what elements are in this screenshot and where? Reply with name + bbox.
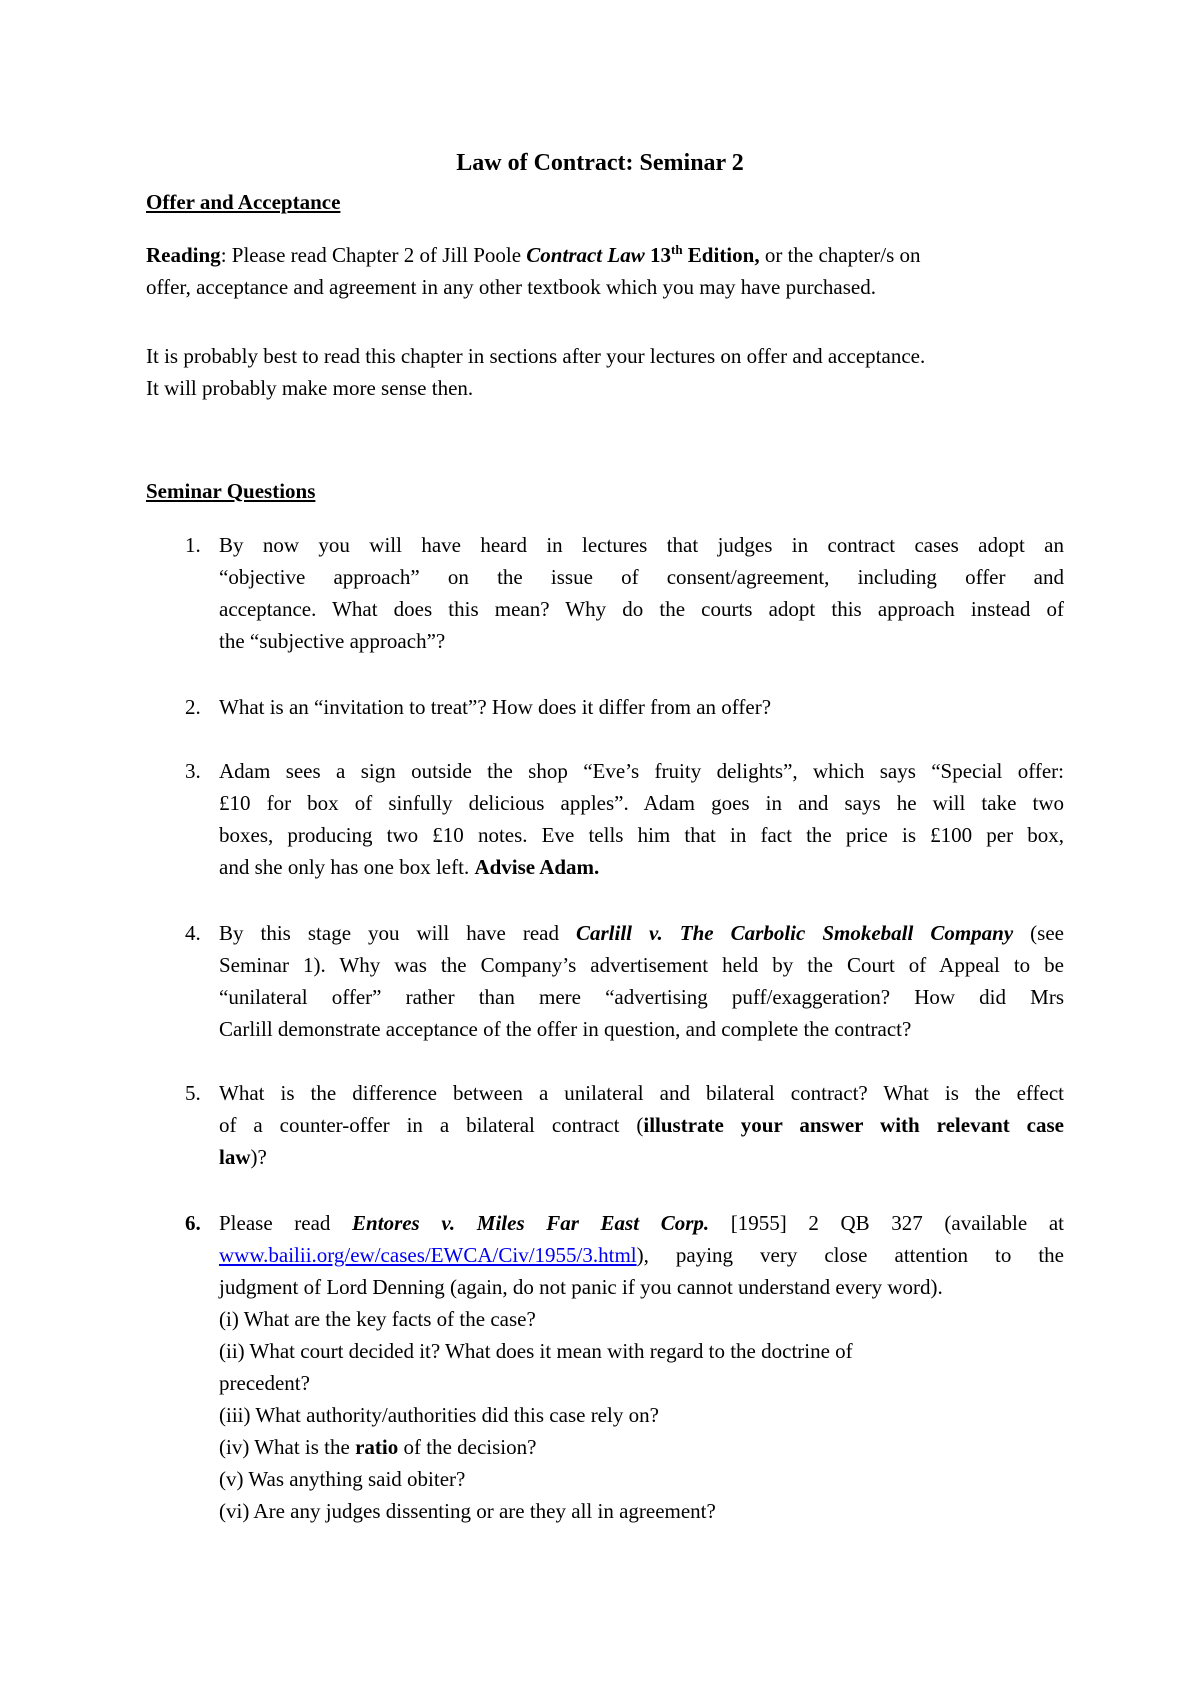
question-text: )? [250, 1145, 267, 1169]
question-text: of a counter-offer in a bilateral contract ( [219, 1113, 644, 1137]
question-line: £10 for box of sinfully delicious apples”. Adam goes in and says he will take two [219, 791, 1064, 815]
question-5 [146, 1077, 1064, 1173]
question-line: the “subjective approach”? [219, 629, 446, 653]
question-line: What is an “invitation to treat”? How does it differ from an offer? [219, 695, 772, 719]
question-text: (see [1013, 921, 1064, 945]
question-line [219, 917, 1064, 949]
reading-label: Reading [146, 243, 221, 267]
question-line: Adam sees a sign outside the shop “Eve’s fruity delights”, which says “Special offer: [219, 759, 1064, 783]
question-line: acceptance. What does this mean? Why do the courts adopt this approach instead of [219, 597, 1064, 621]
question-text: By this stage you will have read [219, 921, 576, 945]
question-number: 5. [185, 1081, 201, 1105]
question-4 [146, 917, 1064, 1045]
question-line [219, 1239, 1064, 1271]
question-line: “unilateral offer” rather than mere “advertising puff/exaggeration? How did Mrs [219, 985, 1064, 1009]
question-line [219, 1109, 1064, 1141]
sub-question-iv [219, 1431, 1064, 1463]
edition-number: 13 [644, 243, 671, 267]
question-text: of the decision? [398, 1435, 537, 1459]
advice-paragraph [146, 340, 1064, 404]
reading-text: : Please read Chapter 2 of Jill Poole [220, 243, 527, 267]
reading-paragraph [146, 239, 1064, 303]
reading-line-2: offer, acceptance and agreement in any other textbook which you may have purchased. [146, 275, 876, 299]
question-3 [146, 755, 1064, 883]
question-text: and she only has one box left. [219, 855, 475, 879]
case-name-entores: Entores v. Miles Far East Corp. [352, 1211, 710, 1235]
question-6 [146, 1207, 1064, 1527]
advice-line-2: It will probably make more sense then. [146, 376, 474, 400]
question-line [219, 1207, 1064, 1239]
sub-question-ii: (ii) What court decided it? What does it mean with regard to the doctrine of [219, 1339, 853, 1363]
question-number: 6. [185, 1211, 201, 1235]
question-line: boxes, producing two £10 notes. Eve tells him that in fact the price is £100 per box, [219, 823, 1064, 847]
question-number: 3. [185, 759, 201, 783]
question-line [219, 851, 1064, 883]
book-title: Contract Law [526, 243, 645, 267]
case-name-carlill: Carlill v. The Carbolic Smokeball Company [575, 921, 1014, 945]
question-line: By now you will have heard in lectures that judges in contract cases adopt an [219, 533, 1064, 557]
question-emphasis: law [219, 1145, 251, 1169]
question-emphasis: illustrate your answer with relevant case [643, 1113, 1064, 1137]
advice-line-1: It is probably best to read this chapter in sections after your lectures on offer and acceptance. [146, 344, 926, 368]
question-line [219, 1141, 1064, 1173]
ratio-term: ratio [355, 1435, 399, 1459]
sub-question-v: (v) Was anything said obiter? [219, 1467, 466, 1491]
section-heading-seminar-questions: Seminar Questions [146, 479, 316, 503]
question-text: Please read [219, 1211, 353, 1235]
question-number: 4. [185, 921, 201, 945]
question-line: What is the difference between a unilateral and bilateral contract? What is the effect [219, 1081, 1064, 1105]
question-2 [146, 691, 1064, 723]
question-text: [1955] 2 QB 327 (available at [709, 1211, 1064, 1235]
sub-question-vi: (vi) Are any judges dissenting or are they all in agreement? [219, 1499, 716, 1523]
advise-adam-instruction: Advise Adam. [474, 855, 600, 879]
question-text: ), paying very close attention to the [636, 1243, 1064, 1267]
sub-question-i: (i) What are the key facts of the case? [219, 1307, 536, 1331]
question-line: Seminar 1). Why was the Company’s advertisement held by the Court of Appeal to be [219, 953, 1064, 977]
question-line: “objective approach” on the issue of consent/agreement, including offer and [219, 565, 1064, 589]
question-text: (iv) What is the [219, 1435, 356, 1459]
reading-text-end: or the chapter/s on [759, 243, 921, 267]
edition-word: Edition, [682, 243, 760, 267]
bailii-link[interactable]: www.bailii.org/ew/cases/EWCA/Civ/1955/3.html [219, 1243, 637, 1267]
question-number: 2. [185, 695, 201, 719]
section-heading-offer-acceptance: Offer and Acceptance [146, 190, 341, 214]
sub-question-iii: (iii) What authority/authorities did this case rely on? [219, 1403, 659, 1427]
sub-question-ii-continued: precedent? [219, 1371, 310, 1395]
question-number: 1. [185, 533, 201, 557]
question-1 [146, 529, 1064, 657]
question-line: judgment of Lord Denning (again, do not panic if you cannot understand every word). [219, 1275, 943, 1299]
edition-superscript: th [670, 242, 683, 257]
question-line: Carlill demonstrate acceptance of the offer in question, and complete the contract? [219, 1017, 912, 1041]
page-title: Law of Contract: Seminar 2 [456, 150, 744, 176]
